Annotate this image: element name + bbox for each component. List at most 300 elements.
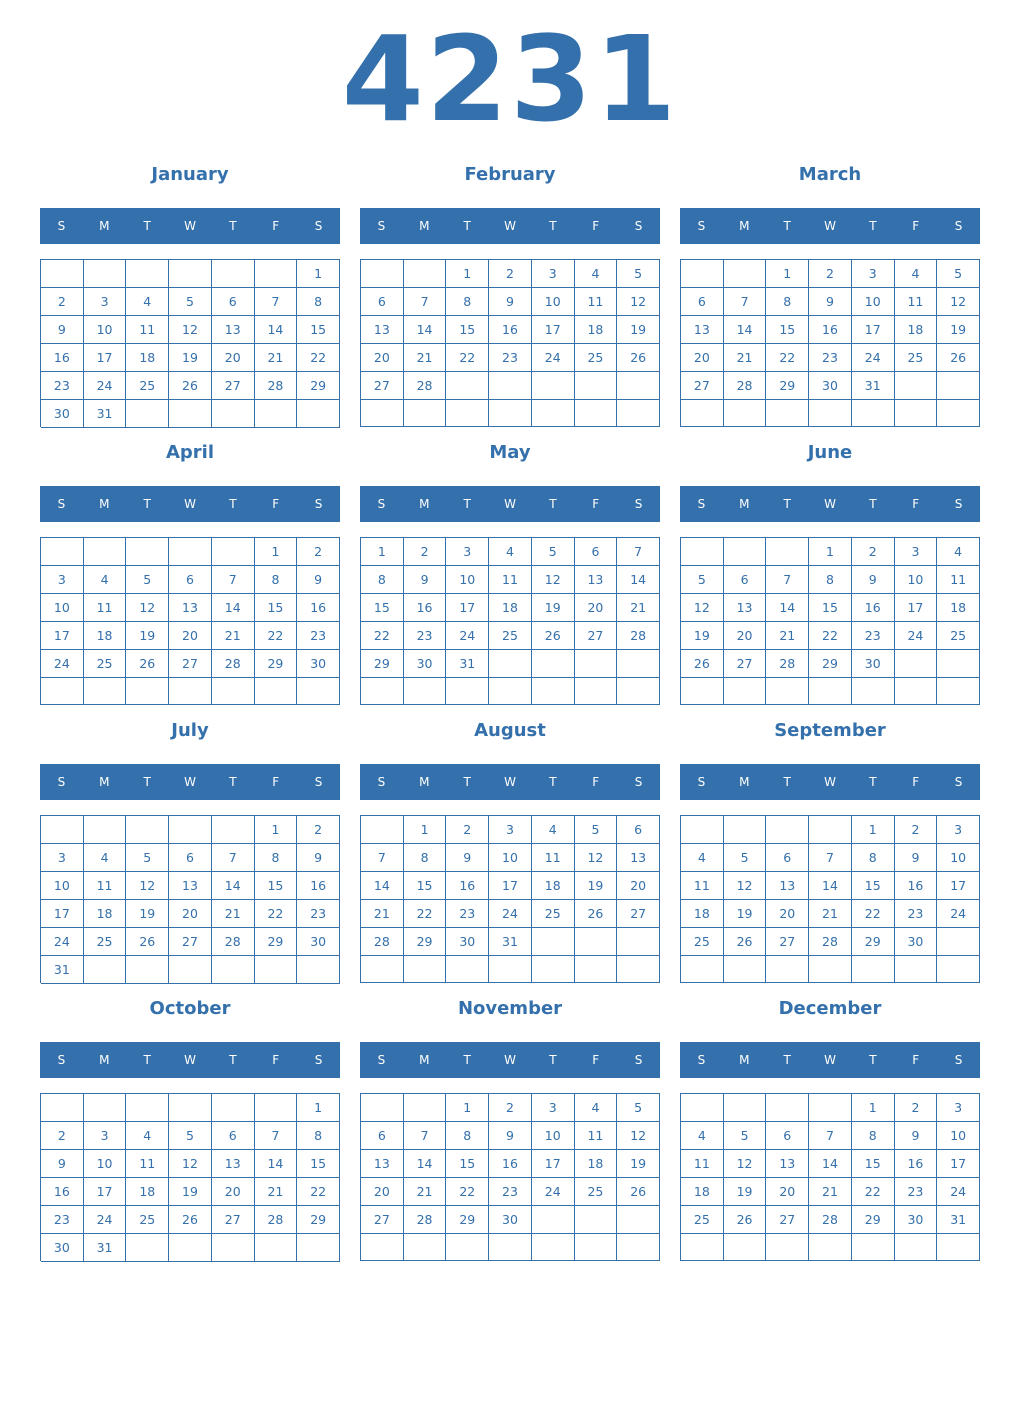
day-cell: 24 <box>937 900 980 928</box>
weekday-label: W <box>184 775 196 789</box>
empty-cell <box>84 678 127 705</box>
weekday-label: T <box>143 497 151 511</box>
weekday-header <box>680 764 980 800</box>
day-cell: 14 <box>809 1150 852 1178</box>
weekday-label: S <box>57 497 66 511</box>
weekday-label: T <box>143 1053 151 1067</box>
day-cell: 5 <box>937 260 980 288</box>
empty-cell <box>41 538 84 566</box>
day-cell: 2 <box>41 1122 84 1150</box>
day-cell: 1 <box>446 260 489 288</box>
day-cell: 26 <box>126 650 169 678</box>
weekday-header <box>680 1042 980 1078</box>
day-cell: 3 <box>852 260 895 288</box>
weekday-label: F <box>272 1053 280 1067</box>
empty-cell <box>575 400 618 427</box>
day-cell: 8 <box>852 1122 895 1150</box>
day-cell: 9 <box>297 566 340 594</box>
day-cell: 26 <box>575 900 618 928</box>
day-cell: 24 <box>41 928 84 956</box>
day-cell: 13 <box>361 1150 404 1178</box>
day-cell: 16 <box>404 594 447 622</box>
day-cell: 28 <box>361 928 404 956</box>
day-cell: 5 <box>575 816 618 844</box>
day-cell: 8 <box>446 1122 489 1150</box>
empty-cell <box>617 956 660 983</box>
day-cell: 3 <box>937 816 980 844</box>
day-cell: 10 <box>937 1122 980 1150</box>
empty-cell <box>212 1094 255 1122</box>
day-grid <box>680 259 980 427</box>
empty-cell <box>575 372 618 400</box>
empty-cell <box>126 956 169 984</box>
empty-cell <box>809 1234 852 1261</box>
day-grid <box>680 815 980 983</box>
day-cell: 18 <box>532 872 575 900</box>
day-cell: 24 <box>489 900 532 928</box>
day-grid <box>360 259 660 427</box>
weekday-label: T <box>229 219 237 233</box>
day-cell: 10 <box>852 288 895 316</box>
day-cell: 12 <box>681 594 724 622</box>
day-cell: 20 <box>212 344 255 372</box>
day-cell: 21 <box>404 1178 447 1206</box>
day-cell: 5 <box>617 260 660 288</box>
day-cell: 18 <box>84 622 127 650</box>
weekday-label: S <box>954 775 963 789</box>
day-cell: 14 <box>361 872 404 900</box>
day-cell: 3 <box>532 1094 575 1122</box>
empty-cell <box>575 678 618 705</box>
day-cell: 23 <box>297 622 340 650</box>
day-cell: 23 <box>852 622 895 650</box>
empty-cell <box>617 372 660 400</box>
day-cell: 27 <box>361 372 404 400</box>
weekday-label: T <box>783 775 791 789</box>
day-cell: 17 <box>532 1150 575 1178</box>
day-cell: 9 <box>41 316 84 344</box>
day-cell: 8 <box>361 566 404 594</box>
empty-cell <box>126 1094 169 1122</box>
day-cell: 14 <box>766 594 809 622</box>
empty-cell <box>724 538 767 566</box>
day-cell: 15 <box>255 872 298 900</box>
weekday-label: F <box>592 219 600 233</box>
weekday-label: F <box>272 219 280 233</box>
day-cell: 9 <box>489 288 532 316</box>
day-cell: 6 <box>212 1122 255 1150</box>
empty-cell <box>895 956 938 983</box>
day-cell: 7 <box>404 1122 447 1150</box>
empty-cell <box>937 1234 980 1261</box>
empty-cell <box>852 678 895 705</box>
day-cell: 5 <box>617 1094 660 1122</box>
day-cell: 28 <box>809 928 852 956</box>
empty-cell <box>532 400 575 427</box>
empty-cell <box>84 956 127 984</box>
day-cell: 20 <box>361 344 404 372</box>
day-cell: 25 <box>489 622 532 650</box>
day-cell: 21 <box>766 622 809 650</box>
empty-cell <box>766 400 809 427</box>
day-cell: 19 <box>126 900 169 928</box>
day-cell: 30 <box>297 650 340 678</box>
weekday-label: M <box>739 1053 750 1067</box>
weekday-label: S <box>314 219 323 233</box>
day-cell: 10 <box>489 844 532 872</box>
day-cell: 5 <box>169 1122 212 1150</box>
day-cell: 8 <box>297 1122 340 1150</box>
month-name: March <box>798 164 862 185</box>
day-cell: 10 <box>532 288 575 316</box>
day-cell: 16 <box>41 344 84 372</box>
year-title: 4231 <box>341 10 679 148</box>
weekday-label: S <box>314 1053 323 1067</box>
day-cell: 15 <box>852 1150 895 1178</box>
empty-cell <box>532 956 575 983</box>
day-cell: 24 <box>84 1206 127 1234</box>
empty-cell <box>169 400 212 428</box>
empty-cell <box>937 678 980 705</box>
day-cell: 13 <box>617 844 660 872</box>
weekday-label: T <box>549 497 557 511</box>
weekday-label: M <box>99 219 110 233</box>
day-cell: 2 <box>852 538 895 566</box>
weekday-label: S <box>697 219 706 233</box>
day-cell: 1 <box>766 260 809 288</box>
empty-cell <box>575 650 618 678</box>
day-cell: 5 <box>532 538 575 566</box>
day-cell: 22 <box>404 900 447 928</box>
day-cell: 18 <box>895 316 938 344</box>
day-cell: 27 <box>575 622 618 650</box>
day-cell: 9 <box>404 566 447 594</box>
day-cell: 7 <box>255 1122 298 1150</box>
day-cell: 21 <box>809 900 852 928</box>
day-cell: 31 <box>84 1234 127 1262</box>
empty-cell <box>681 956 724 983</box>
day-cell: 2 <box>297 538 340 566</box>
empty-cell <box>255 260 298 288</box>
day-cell: 1 <box>297 260 340 288</box>
day-cell: 2 <box>41 288 84 316</box>
weekday-label: S <box>954 1053 963 1067</box>
empty-cell <box>361 678 404 705</box>
day-cell: 1 <box>255 538 298 566</box>
day-cell: 29 <box>361 650 404 678</box>
empty-cell <box>126 260 169 288</box>
weekday-label: F <box>272 775 280 789</box>
empty-cell <box>937 956 980 983</box>
empty-cell <box>766 956 809 983</box>
day-cell: 8 <box>766 288 809 316</box>
day-cell: 12 <box>126 872 169 900</box>
weekday-label: T <box>783 497 791 511</box>
day-cell: 28 <box>255 372 298 400</box>
weekday-label: S <box>697 775 706 789</box>
day-cell: 22 <box>255 900 298 928</box>
day-cell: 8 <box>446 288 489 316</box>
day-cell: 25 <box>575 1178 618 1206</box>
day-cell: 1 <box>297 1094 340 1122</box>
day-cell: 3 <box>84 288 127 316</box>
empty-cell <box>724 816 767 844</box>
day-cell: 7 <box>617 538 660 566</box>
day-cell: 30 <box>852 650 895 678</box>
empty-cell <box>809 678 852 705</box>
day-cell: 4 <box>895 260 938 288</box>
day-cell: 3 <box>895 538 938 566</box>
empty-cell <box>852 1234 895 1261</box>
day-cell: 21 <box>724 344 767 372</box>
day-cell: 11 <box>937 566 980 594</box>
day-cell: 23 <box>446 900 489 928</box>
weekday-label: M <box>739 219 750 233</box>
day-cell: 13 <box>361 316 404 344</box>
day-cell: 17 <box>41 622 84 650</box>
day-cell: 24 <box>84 372 127 400</box>
day-cell: 12 <box>169 316 212 344</box>
day-cell: 7 <box>809 844 852 872</box>
day-cell: 7 <box>724 288 767 316</box>
day-cell: 23 <box>297 900 340 928</box>
empty-cell <box>169 538 212 566</box>
month-name: May <box>489 442 531 463</box>
day-cell: 6 <box>575 538 618 566</box>
weekday-label: T <box>783 219 791 233</box>
empty-cell <box>852 956 895 983</box>
day-cell: 31 <box>446 650 489 678</box>
day-cell: 17 <box>852 316 895 344</box>
day-cell: 9 <box>489 1122 532 1150</box>
empty-cell <box>766 678 809 705</box>
empty-cell <box>617 1234 660 1261</box>
empty-cell <box>169 1234 212 1262</box>
month-name: February <box>464 164 556 185</box>
weekday-header <box>40 1042 340 1078</box>
weekday-label: S <box>57 1053 66 1067</box>
day-cell: 6 <box>169 566 212 594</box>
empty-cell <box>446 400 489 427</box>
empty-cell <box>809 816 852 844</box>
day-cell: 10 <box>446 566 489 594</box>
month-name: July <box>171 720 209 741</box>
empty-cell <box>404 1234 447 1261</box>
day-cell: 23 <box>41 1206 84 1234</box>
day-cell: 30 <box>489 1206 532 1234</box>
day-cell: 24 <box>852 344 895 372</box>
day-cell: 20 <box>212 1178 255 1206</box>
day-cell: 20 <box>169 622 212 650</box>
day-grid <box>360 815 660 983</box>
empty-cell <box>724 956 767 983</box>
weekday-header <box>40 764 340 800</box>
weekday-label: W <box>824 775 836 789</box>
day-cell: 1 <box>809 538 852 566</box>
day-cell: 14 <box>404 1150 447 1178</box>
day-grid <box>680 537 980 705</box>
weekday-label: S <box>314 775 323 789</box>
day-cell: 6 <box>766 1122 809 1150</box>
day-cell: 19 <box>532 594 575 622</box>
weekday-label: W <box>504 497 516 511</box>
empty-cell <box>937 650 980 678</box>
day-cell: 7 <box>361 844 404 872</box>
day-cell: 13 <box>169 594 212 622</box>
day-cell: 22 <box>766 344 809 372</box>
day-cell: 8 <box>255 566 298 594</box>
empty-cell <box>297 956 340 984</box>
day-grid <box>360 1093 660 1261</box>
weekday-label: W <box>824 1053 836 1067</box>
day-cell: 28 <box>255 1206 298 1234</box>
weekday-header <box>680 208 980 244</box>
weekday-label: W <box>824 497 836 511</box>
day-cell: 26 <box>617 344 660 372</box>
day-cell: 26 <box>126 928 169 956</box>
day-grid <box>40 537 340 705</box>
day-cell: 9 <box>446 844 489 872</box>
weekday-label: F <box>592 775 600 789</box>
weekday-label: T <box>463 1053 471 1067</box>
empty-cell <box>126 538 169 566</box>
day-cell: 2 <box>809 260 852 288</box>
day-cell: 27 <box>169 928 212 956</box>
day-cell: 22 <box>361 622 404 650</box>
empty-cell <box>489 956 532 983</box>
day-cell: 4 <box>937 538 980 566</box>
day-cell: 22 <box>446 1178 489 1206</box>
day-cell: 15 <box>297 1150 340 1178</box>
weekday-header <box>360 764 660 800</box>
empty-cell <box>532 928 575 956</box>
day-cell: 22 <box>297 1178 340 1206</box>
day-cell: 11 <box>126 1150 169 1178</box>
day-cell: 4 <box>532 816 575 844</box>
day-cell: 19 <box>126 622 169 650</box>
day-cell: 9 <box>809 288 852 316</box>
empty-cell <box>297 400 340 428</box>
day-cell: 2 <box>297 816 340 844</box>
day-grid <box>40 815 340 983</box>
empty-cell <box>681 260 724 288</box>
day-cell: 22 <box>255 622 298 650</box>
empty-cell <box>681 678 724 705</box>
day-cell: 27 <box>766 928 809 956</box>
weekday-label: T <box>783 1053 791 1067</box>
day-cell: 18 <box>126 344 169 372</box>
day-cell: 4 <box>681 1122 724 1150</box>
weekday-label: S <box>377 497 386 511</box>
month-name: October <box>149 998 231 1019</box>
empty-cell <box>532 1234 575 1261</box>
day-cell: 19 <box>169 1178 212 1206</box>
day-cell: 10 <box>937 844 980 872</box>
day-cell: 4 <box>126 1122 169 1150</box>
day-cell: 15 <box>255 594 298 622</box>
empty-cell <box>212 678 255 705</box>
day-cell: 5 <box>169 288 212 316</box>
empty-cell <box>84 816 127 844</box>
empty-cell <box>404 678 447 705</box>
empty-cell <box>446 372 489 400</box>
day-cell: 3 <box>84 1122 127 1150</box>
day-cell: 27 <box>361 1206 404 1234</box>
month-name: January <box>151 164 229 185</box>
day-cell: 8 <box>297 288 340 316</box>
day-cell: 21 <box>809 1178 852 1206</box>
empty-cell <box>489 400 532 427</box>
day-cell: 21 <box>255 344 298 372</box>
day-cell: 8 <box>404 844 447 872</box>
day-cell: 14 <box>255 1150 298 1178</box>
empty-cell <box>126 1234 169 1262</box>
day-cell: 19 <box>617 1150 660 1178</box>
empty-cell <box>255 1234 298 1262</box>
empty-cell <box>681 538 724 566</box>
weekday-label: F <box>912 775 920 789</box>
day-cell: 1 <box>852 816 895 844</box>
day-cell: 20 <box>681 344 724 372</box>
day-cell: 9 <box>895 1122 938 1150</box>
day-cell: 1 <box>446 1094 489 1122</box>
weekday-label: S <box>634 1053 643 1067</box>
weekday-label: S <box>57 219 66 233</box>
day-cell: 29 <box>852 928 895 956</box>
day-cell: 12 <box>724 872 767 900</box>
day-cell: 19 <box>575 872 618 900</box>
day-cell: 17 <box>895 594 938 622</box>
empty-cell <box>169 816 212 844</box>
day-cell: 14 <box>404 316 447 344</box>
day-cell: 29 <box>297 1206 340 1234</box>
weekday-header <box>360 486 660 522</box>
day-cell: 4 <box>126 288 169 316</box>
weekday-label: M <box>739 497 750 511</box>
empty-cell <box>212 956 255 984</box>
day-cell: 14 <box>255 316 298 344</box>
day-cell: 26 <box>937 344 980 372</box>
weekday-label: W <box>504 1053 516 1067</box>
empty-cell <box>41 816 84 844</box>
day-cell: 19 <box>681 622 724 650</box>
month-name: April <box>165 442 215 463</box>
empty-cell <box>489 678 532 705</box>
empty-cell <box>766 1234 809 1261</box>
day-cell: 5 <box>724 1122 767 1150</box>
weekday-label: F <box>912 219 920 233</box>
day-cell: 15 <box>446 316 489 344</box>
day-cell: 29 <box>766 372 809 400</box>
empty-cell <box>895 372 938 400</box>
day-cell: 11 <box>532 844 575 872</box>
empty-cell <box>681 1094 724 1122</box>
empty-cell <box>446 956 489 983</box>
empty-cell <box>212 816 255 844</box>
day-cell: 5 <box>724 844 767 872</box>
day-cell: 16 <box>297 594 340 622</box>
day-cell: 3 <box>937 1094 980 1122</box>
day-cell: 6 <box>681 288 724 316</box>
empty-cell <box>404 260 447 288</box>
day-cell: 13 <box>681 316 724 344</box>
empty-cell <box>361 1094 404 1122</box>
day-cell: 16 <box>489 1150 532 1178</box>
day-cell: 29 <box>446 1206 489 1234</box>
day-cell: 13 <box>766 1150 809 1178</box>
day-cell: 24 <box>41 650 84 678</box>
day-cell: 2 <box>895 1094 938 1122</box>
